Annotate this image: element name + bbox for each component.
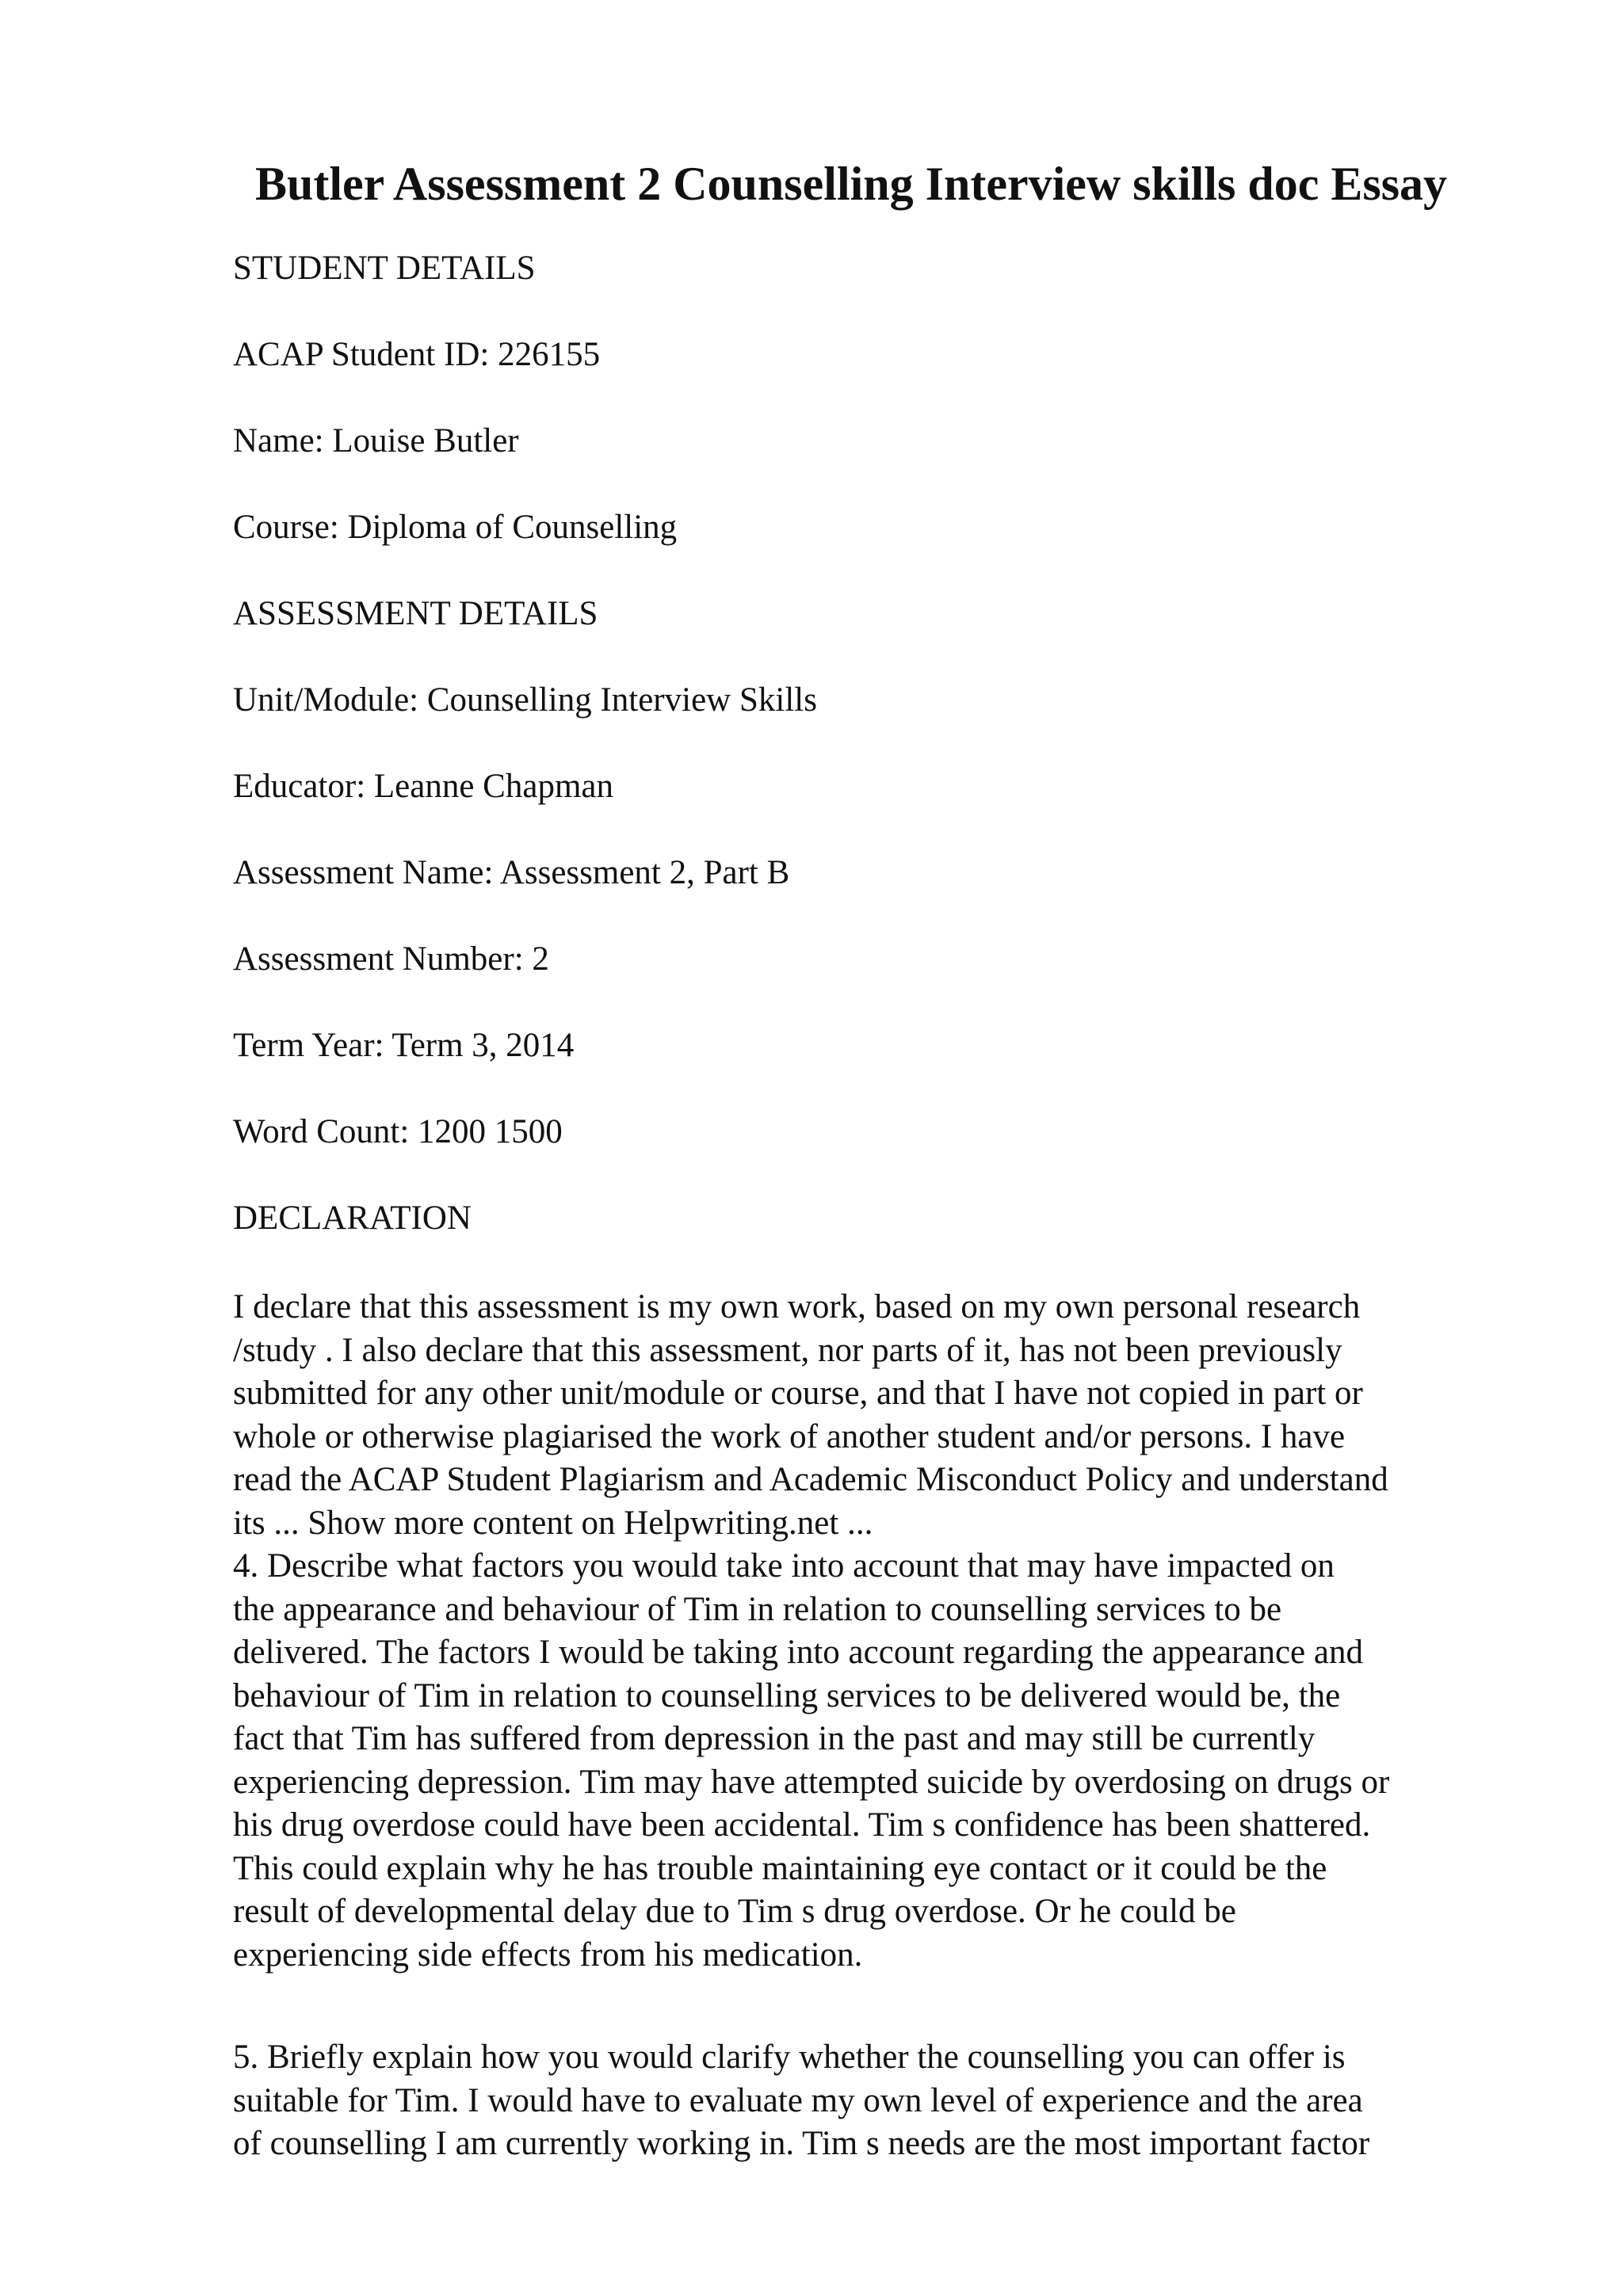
assessment-number: Assessment Number: 2 <box>233 940 549 978</box>
declaration-heading: DECLARATION <box>233 1199 472 1237</box>
paragraph-line: his drug overdose could have been accidental. Tim s confidence has been shattered. <box>233 1806 1371 1844</box>
paragraph-line: whole or otherwise plagiarised the work of another student and/or persons. I have <box>233 1417 1346 1455</box>
answer-5-paragraph <box>233 2036 1517 2166</box>
paragraph-line: 4. Describe what factors you would take into account that may have impacted on <box>233 1547 1335 1585</box>
paragraph-line: experiencing side effects from his medication. <box>233 1936 863 1974</box>
paragraph-line: I declare that this assessment is my own work, based on my own personal research <box>233 1288 1361 1325</box>
paragraph-line: This could explain why he has trouble maintaining eye contact or it could be the <box>233 1849 1327 1887</box>
paragraph-line: fact that Tim has suffered from depression in the past and may still be currently <box>233 1720 1316 1757</box>
term-year: Term Year: Term 3, 2014 <box>233 1027 575 1064</box>
unit-module: Unit/Module: Counselling Interview Skills <box>233 681 817 719</box>
paragraph-line: its ... Show more content on Helpwriting.net ... <box>233 1504 873 1542</box>
paragraph-line: result of developmental delay due to Tim s drug overdose. Or he could be <box>233 1893 1236 1930</box>
paragraph-line: behaviour of Tim in relation to counselling services to be delivered would be, the <box>233 1676 1341 1714</box>
paragraph-line: experiencing depression. Tim may have attempted suicide by overdosing on drugs or <box>233 1763 1390 1801</box>
student-id: ACAP Student ID: 226155 <box>233 336 601 373</box>
document-title: Butler Assessment 2 Counselling Interview skills doc Essay <box>255 158 1448 210</box>
declaration-paragraph <box>233 1286 1517 1977</box>
paragraph-line: /study . I also declare that this assessment, nor parts of it, has not been previously <box>233 1331 1342 1369</box>
paragraph-line: submitted for any other unit/module or course, and that I have not copied in part or <box>233 1375 1363 1412</box>
word-count: Word Count: 1200 1500 <box>233 1113 563 1150</box>
paragraph-line: delivered. The factors I would be taking into account regarding the appearance and <box>233 1634 1363 1671</box>
assessment-name: Assessment Name: Assessment 2, Part B <box>233 854 790 891</box>
paragraph-line: read the ACAP Student Plagiarism and Academic Misconduct Policy and understand <box>233 1461 1388 1498</box>
student-details-heading: STUDENT DETAILS <box>233 250 536 287</box>
student-name: Name: Louise Butler <box>233 422 519 460</box>
paragraph-line: 5. Briefly explain how you would clarify whether the counselling you can offer is <box>233 2039 1346 2076</box>
paragraph-line: of counselling I am currently working in. Tim s needs are the most important factor <box>233 2125 1370 2162</box>
course: Course: Diploma of Counselling <box>233 509 678 546</box>
paragraph-line: suitable for Tim. I would have to evaluate my own level of experience and the area <box>233 2081 1363 2119</box>
paragraph-line: the appearance and behaviour of Tim in relation to counselling services to be <box>233 1590 1282 1628</box>
educator: Educator: Leanne Chapman <box>233 768 613 805</box>
assessment-details-heading: ASSESSMENT DETAILS <box>233 595 598 632</box>
